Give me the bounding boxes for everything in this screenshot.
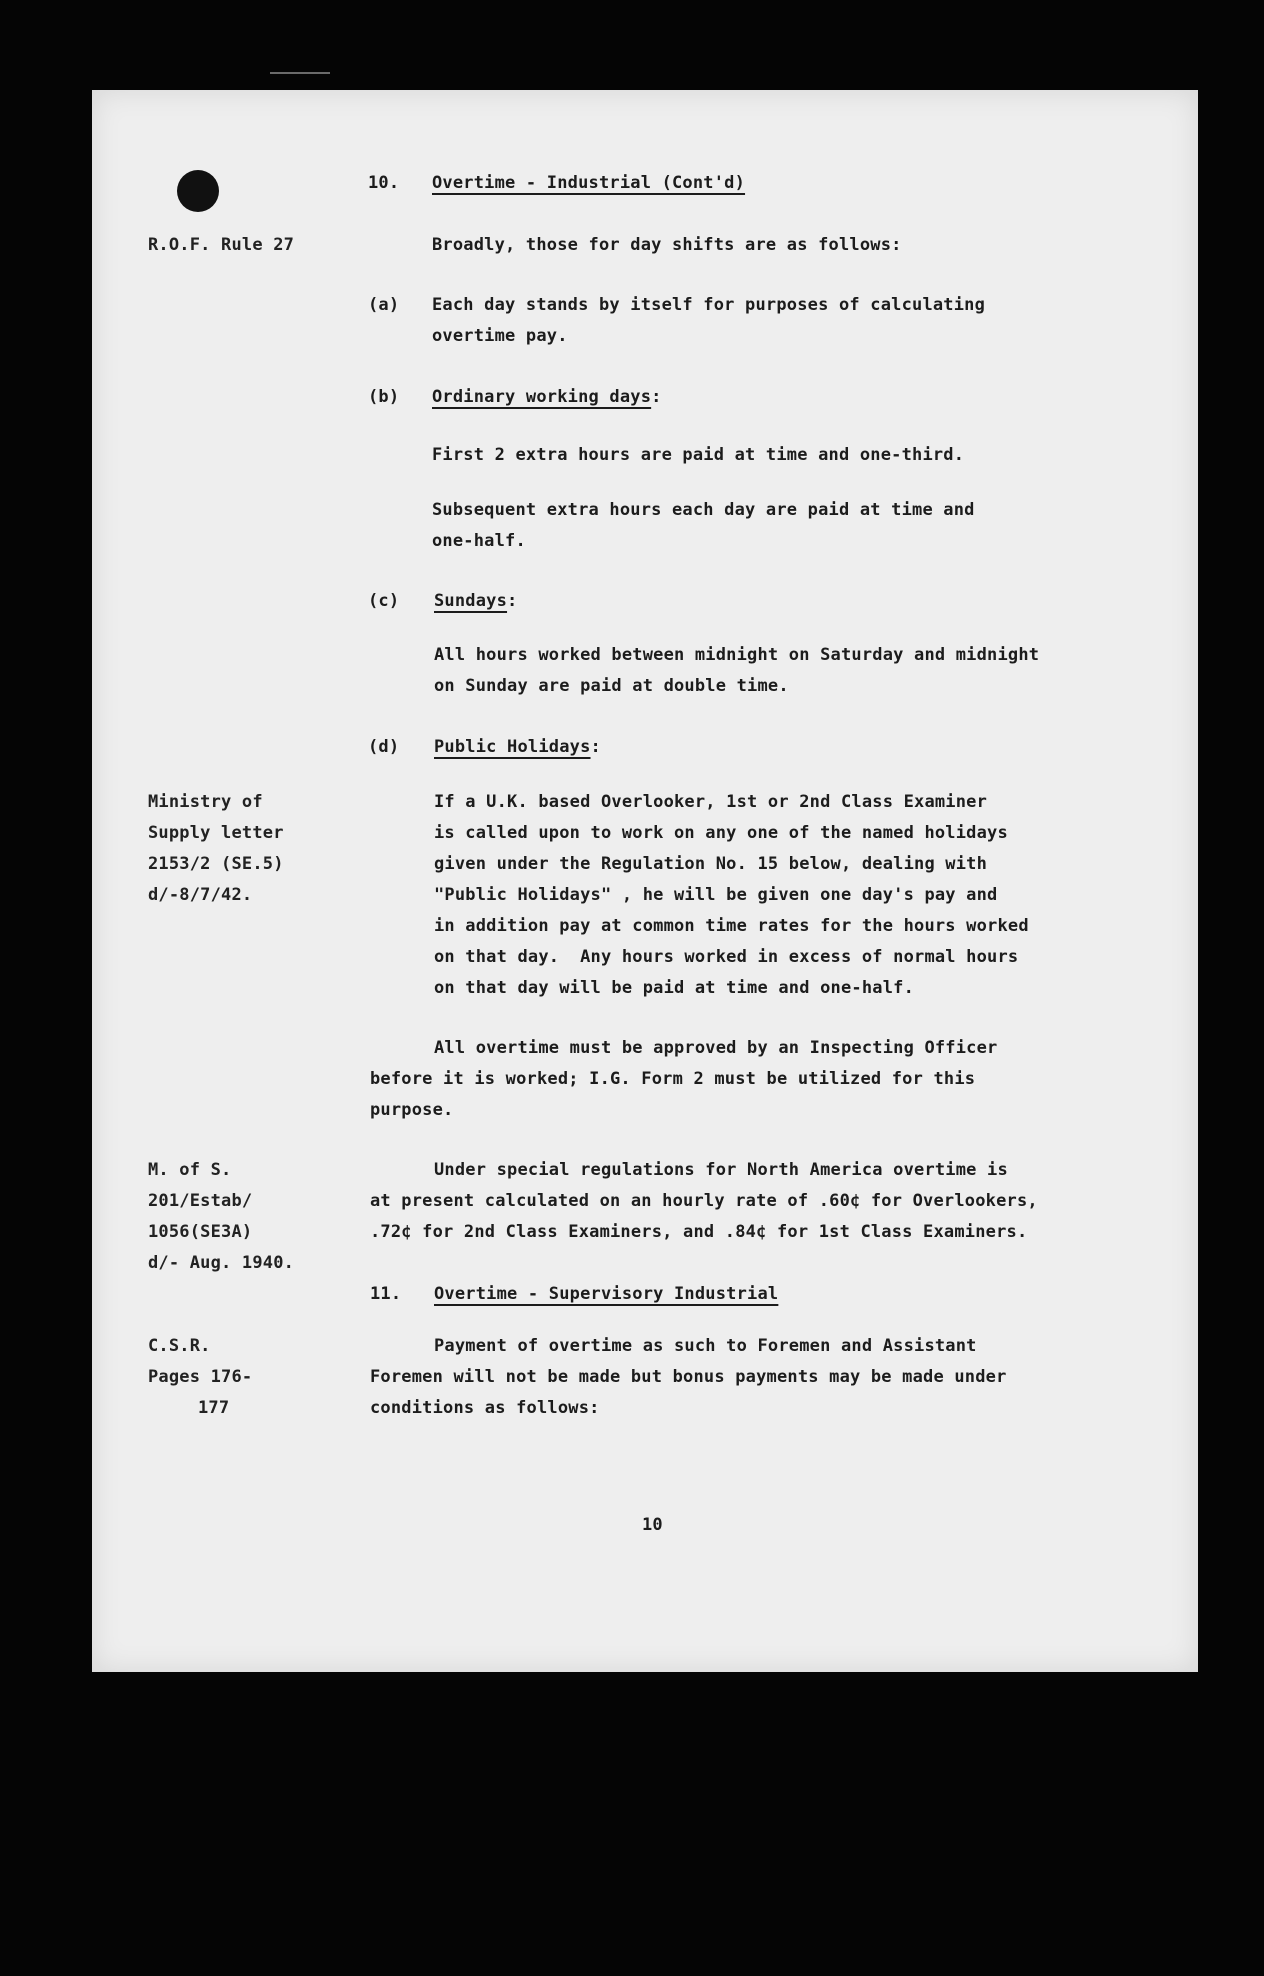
item-b-heading: Ordinary working days (432, 387, 652, 407)
approval-line: before it is worked; I.G. Form 2 must be utilized for this (370, 1069, 976, 1089)
item-d-para-line: If a U.K. based Overlooker, 1st or 2nd Class Examiner (434, 792, 988, 812)
item-b-para1: First 2 extra hours are paid at time and one-third. (432, 445, 965, 465)
item-a-line: Each day stands by itself for purposes of calculating (432, 295, 986, 315)
section-10-intro: Broadly, those for day shifts are as follows: (432, 235, 902, 255)
margin-note-mos: 1056(SE3A) (148, 1222, 253, 1242)
section-10-heading: Overtime - Industrial (Cont'd) (432, 173, 746, 193)
item-b-label: (b) (368, 387, 400, 407)
item-d-label: (d) (368, 737, 400, 757)
section-11-line: conditions as follows: (370, 1398, 600, 1418)
item-a-line: overtime pay. (432, 326, 568, 346)
item-d-heading-suffix: : (590, 737, 601, 757)
page-number: 10 (642, 1515, 663, 1535)
section-10-number: 10. (368, 173, 400, 193)
item-d-para-line: in addition pay at common time rates for the hours worked (434, 916, 1029, 936)
item-a-label: (a) (368, 295, 400, 315)
item-d-heading: Public Holidays (434, 737, 591, 757)
margin-note-ministry: Ministry of (148, 792, 263, 812)
approval-line: purpose. (370, 1100, 454, 1120)
document-page (92, 90, 1198, 1672)
margin-note-mos: 201/Estab/ (148, 1191, 253, 1211)
item-c-heading-suffix: : (507, 591, 518, 611)
margin-note-mos: d/- Aug. 1940. (148, 1253, 295, 1273)
item-c-heading-row (434, 586, 517, 617)
item-c-para-line: on Sunday are paid at double time. (434, 676, 789, 696)
item-d-para-line: on that day will be paid at time and one-half. (434, 978, 915, 998)
section-11-heading: Overtime - Supervisory Industrial (434, 1284, 779, 1304)
approval-line: All overtime must be approved by an Inspecting Officer (434, 1038, 998, 1058)
item-c-label: (c) (368, 591, 400, 611)
item-d-para-line: "Public Holidays" , he will be given one day's pay and (434, 885, 998, 905)
item-d-para-line: on that day. Any hours worked in excess of normal hours (434, 947, 1019, 967)
item-d-heading-row (434, 732, 601, 763)
margin-note-rof: R.O.F. Rule 27 (148, 235, 295, 255)
item-c-heading: Sundays (434, 591, 508, 611)
section-11-line: Foremen will not be made but bonus payments may be made under (370, 1367, 1007, 1387)
item-b-heading-suffix: : (651, 387, 662, 407)
item-d-para-line: is called upon to work on any one of the named holidays (434, 823, 1008, 843)
punch-hole-dot (177, 170, 219, 212)
item-b-para2-line: Subsequent extra hours each day are paid at time and (432, 500, 975, 520)
margin-note-csr: 177 (198, 1398, 230, 1418)
margin-note-ministry: 2153/2 (SE.5) (148, 854, 284, 874)
margin-note-ministry: Supply letter (148, 823, 284, 843)
item-c-para-line: All hours worked between midnight on Saturday and midnight (434, 645, 1040, 665)
section-11-line: Payment of overtime as such to Foremen and Assistant (434, 1336, 977, 1356)
scan-mark (270, 72, 330, 74)
north-america-line: Under special regulations for North America overtime is (434, 1160, 1008, 1180)
margin-note-mos: M. of S. (148, 1160, 232, 1180)
north-america-line: .72¢ for 2nd Class Examiners, and .84¢ for 1st Class Examiners. (370, 1222, 1028, 1242)
item-d-para-line: given under the Regulation No. 15 below, dealing with (434, 854, 988, 874)
item-b-heading-row (432, 382, 662, 413)
item-b-para2-line: one-half. (432, 531, 526, 551)
margin-note-csr: Pages 176- (148, 1367, 253, 1387)
north-america-line: at present calculated on an hourly rate of .60¢ for Overlookers, (370, 1191, 1038, 1211)
margin-note-csr: C.S.R. (148, 1336, 211, 1356)
section-11-number: 11. (370, 1284, 402, 1304)
margin-note-ministry: d/-8/7/42. (148, 885, 253, 905)
